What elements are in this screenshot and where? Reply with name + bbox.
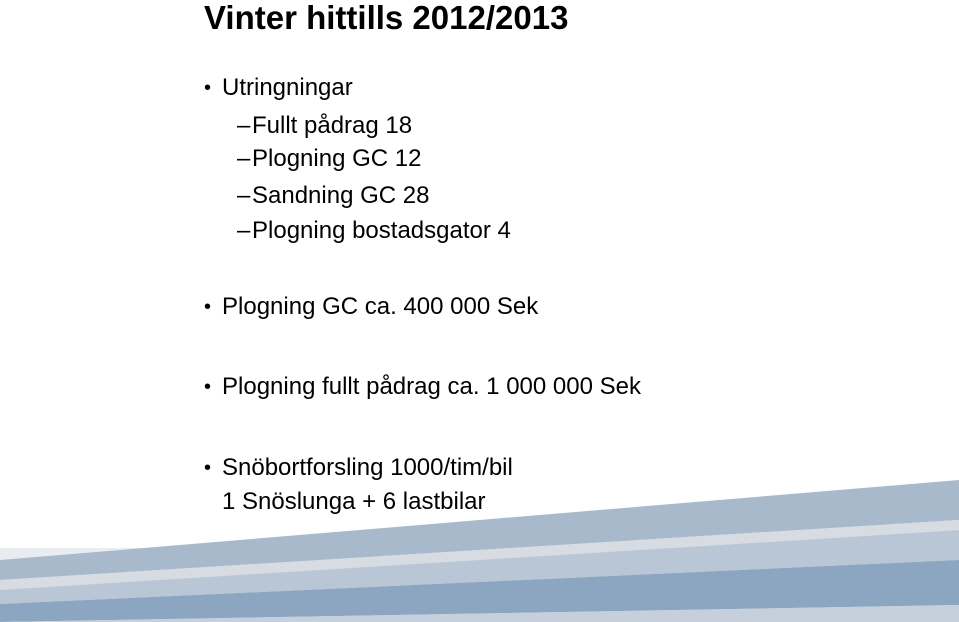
bullet-snobortforsling-continuation: 1 Snöslunga + 6 lastbilar: [222, 488, 486, 515]
bullet-marker: •: [204, 77, 212, 99]
bullet-plogning-fullt-padrag-cost: Plogning fullt pådrag ca. 1 000 000 Sek: [222, 373, 641, 400]
sub-item-text: Plogning GC 12: [252, 145, 422, 172]
sub-marker: –: [237, 182, 251, 209]
sub-item-text: Plogning bostadsgator 4: [252, 217, 511, 244]
bullet-snobortforsling: Snöbortforsling 1000/tim/bil: [222, 454, 513, 481]
bullet-utringningar: Utringningar: [222, 74, 353, 101]
bullet-plogning-gc-cost: Plogning GC ca. 400 000 Sek: [222, 293, 539, 320]
bullet-marker: •: [204, 457, 212, 479]
sub-marker: –: [237, 217, 251, 244]
sub-item-text: Sandning GC 28: [252, 182, 430, 209]
bullet-marker: •: [204, 376, 212, 398]
sub-marker: –: [237, 112, 251, 139]
slide-title: Vinter hittills 2012/2013: [204, 0, 569, 36]
sub-item-text: Fullt pådrag 18: [252, 112, 413, 139]
bullet-marker: •: [204, 296, 212, 318]
sub-marker: –: [237, 145, 251, 172]
